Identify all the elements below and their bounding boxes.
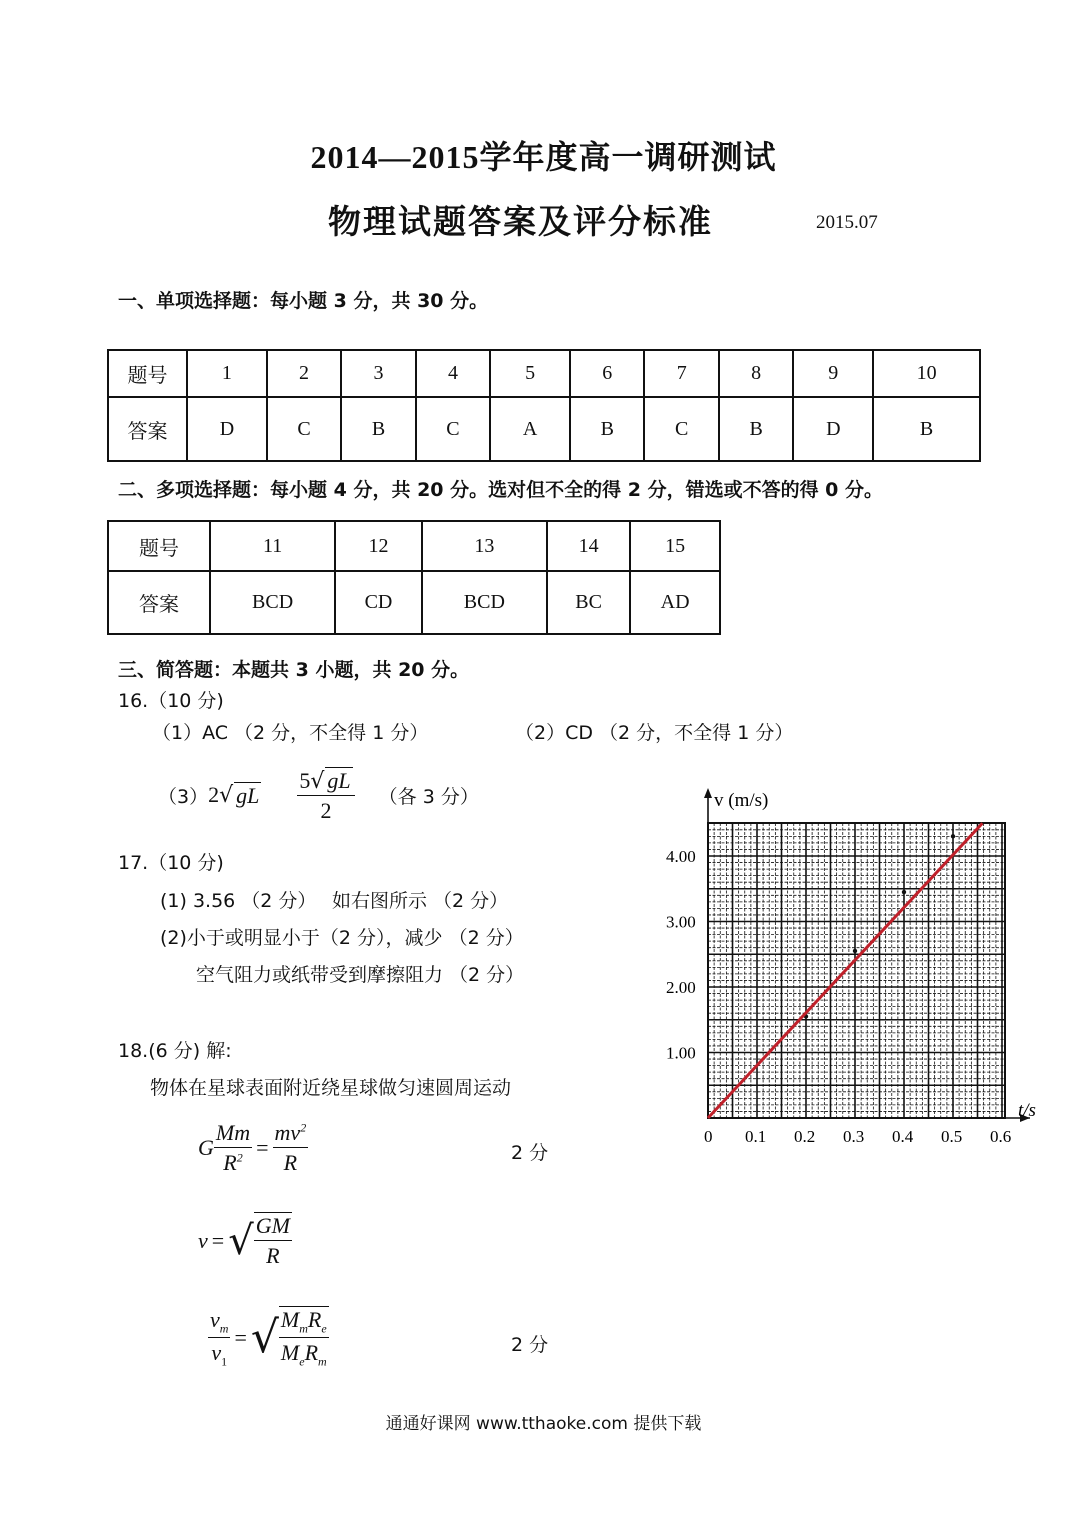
question-number: 5 xyxy=(490,350,570,397)
section1-answer-table xyxy=(107,349,981,462)
q16-answer-b-radicand: gL xyxy=(327,767,351,793)
question-number: 3 xyxy=(341,350,415,397)
y-tick-label: 2.00 xyxy=(666,978,696,997)
row-label-number: 题号 xyxy=(108,521,210,571)
answer-cell: CD xyxy=(335,571,422,634)
title-year: 2014—2015 xyxy=(310,139,480,175)
answer-cell: B xyxy=(570,397,644,461)
question-number: 4 xyxy=(416,350,490,397)
section3-heading: 三、简答题：本题共 3 小题，共 20 分。 xyxy=(118,659,470,681)
q16-answer-a-coef: 2 xyxy=(208,782,220,807)
y-tick-label: 1.00 xyxy=(666,1043,696,1063)
y-tick-label: 3.00 xyxy=(666,912,696,932)
x-tick-label: 0.4 xyxy=(892,1127,914,1146)
question-number: 8 xyxy=(719,350,793,397)
q17-line1: (1) 3.56 （2 分） 如右图所示 （2 分） xyxy=(160,890,509,912)
table-row-answers xyxy=(108,397,980,461)
q17-line3: 空气阻力或纸带受到摩擦阻力 （2 分） xyxy=(196,964,525,986)
y-tick-label: 4.00 xyxy=(666,847,696,866)
question-number: 6 xyxy=(570,350,644,397)
x-tick-label: 0.1 xyxy=(745,1127,767,1146)
series-line xyxy=(708,823,982,1118)
q18-equation-3: $\frac{v_m}{v_1}$ = √ $\frac{M_mR_e}{M_eR_m}$ xyxy=(210,1306,327,1369)
exam-date: 2015.07 xyxy=(816,212,878,233)
question-number: 12 xyxy=(335,521,422,571)
answer-cell: C xyxy=(267,397,341,461)
sqrt-symbol: √ xyxy=(250,1311,279,1363)
page-title xyxy=(0,132,1087,178)
row-label-answer: 答案 xyxy=(108,397,187,461)
q16-part3-score: （各 3 分） xyxy=(378,785,479,808)
x-tick-label: 0.3 xyxy=(843,1127,865,1146)
data-point xyxy=(902,890,906,894)
row-label-number: 题号 xyxy=(108,350,187,397)
data-point xyxy=(853,949,857,953)
chart-grid xyxy=(708,823,1005,1118)
q18-equation-1: G $\frac{Mm}{R^2}$ = $\frac{mv^2}{R}$ xyxy=(198,1120,307,1175)
title-text: 学年度高一调研测试 xyxy=(479,138,777,176)
answer-cell: B xyxy=(873,397,980,461)
question-number: 13 xyxy=(422,521,547,571)
y-axis-arrow xyxy=(704,788,712,798)
y-axis-label: v (m/s) xyxy=(714,790,769,811)
table-row-numbers xyxy=(108,350,980,397)
answer-cell: C xyxy=(416,397,490,461)
question-number: 14 xyxy=(547,521,630,571)
eq-symbol: G xyxy=(198,1135,214,1160)
eq-fraction: $\frac{v_m}{v_1}$ xyxy=(210,1306,229,1369)
q16-part1: （1）AC （2 分，不全得 1 分） xyxy=(152,722,429,744)
question-number: 10 xyxy=(873,350,980,397)
q18-line1: 物体在星球表面附近绕星球做匀速圆周运动 xyxy=(150,1077,512,1099)
table-row-numbers xyxy=(108,521,720,571)
q18-equation-2: v = √ $\frac{GM}{R}$ xyxy=(198,1213,290,1268)
section2-answer-table xyxy=(107,520,721,635)
x-tick-label: 0.2 xyxy=(794,1127,816,1146)
answer-cell: D xyxy=(793,397,873,461)
answer-cell: AD xyxy=(630,571,720,634)
page-subtitle: 物理试题答案及评分标准 xyxy=(328,202,713,241)
q16-part3-label: （3） xyxy=(158,785,209,808)
sqrt-symbol: √ xyxy=(219,782,234,808)
eq-fraction: $\frac{Mm}{R^2}$ xyxy=(215,1120,251,1175)
x-tick-label: 0 xyxy=(704,1127,713,1146)
eq-fraction: $\frac{GM}{R}$ xyxy=(255,1213,290,1268)
question-number: 15 xyxy=(630,521,720,571)
answer-cell: C xyxy=(644,397,718,461)
q16-answer-a-radicand: gL xyxy=(236,782,260,808)
sqrt-symbol: √ xyxy=(228,1217,254,1264)
row-label-answer: 答案 xyxy=(108,571,210,634)
sqrt-symbol: √ xyxy=(310,768,325,794)
q18-label: 18.(6 分) 解: xyxy=(118,1040,232,1062)
footer-credit: 通通好课网 www.tthaoke.com 提供下载 xyxy=(385,1414,702,1434)
answer-cell: D xyxy=(187,397,267,461)
answer-cell: B xyxy=(719,397,793,461)
question-number: 9 xyxy=(793,350,873,397)
q17-label: 17.（10 分) xyxy=(118,852,224,874)
x-tick-label: 0.6 xyxy=(990,1127,1012,1146)
q18-score-3: 2 分 xyxy=(511,1334,549,1356)
question-number: 1 xyxy=(187,350,267,397)
question-number: 2 xyxy=(267,350,341,397)
x-tick-label: 0.5 xyxy=(941,1127,963,1146)
answer-cell: BCD xyxy=(422,571,547,634)
answer-cell: BCD xyxy=(210,571,335,634)
q16-answer-b-coef: 5 xyxy=(299,767,311,793)
q16-answer-b-denominator: 2 xyxy=(320,797,332,823)
q18-score-1: 2 分 xyxy=(511,1142,549,1164)
velocity-time-chart xyxy=(650,780,1050,1160)
section2-heading: 二、多项选择题：每小题 4 分，共 20 分。选对但不全的得 2 分，错选或不答的得 0 分。 xyxy=(118,479,884,501)
section1-heading: 一、单项选择题：每小题 3 分，共 30 分。 xyxy=(118,290,489,312)
table-row-answers xyxy=(108,571,720,634)
eq-fraction: $\frac{mv^2}{R}$ xyxy=(274,1120,307,1175)
answer-cell: B xyxy=(341,397,415,461)
question-number: 7 xyxy=(644,350,718,397)
x-axis-label: t/s xyxy=(1018,1100,1036,1121)
q16-answer-b-fraction xyxy=(297,767,354,824)
question-number: 11 xyxy=(210,521,335,571)
q17-line2: (2)小于或明显小于（2 分），减少 （2 分） xyxy=(160,927,524,949)
answer-cell: A xyxy=(490,397,570,461)
q16-part2: （2）CD （2 分，不全得 1 分） xyxy=(515,722,794,744)
answer-cell: BC xyxy=(547,571,630,634)
grid-border xyxy=(708,823,1005,1118)
q16-label: 16.（10 分) xyxy=(118,690,224,712)
q16-part3 xyxy=(158,765,479,825)
eq-fraction: $\frac{M_mR_e}{M_eR_m}$ xyxy=(280,1307,327,1369)
data-point xyxy=(951,834,955,838)
